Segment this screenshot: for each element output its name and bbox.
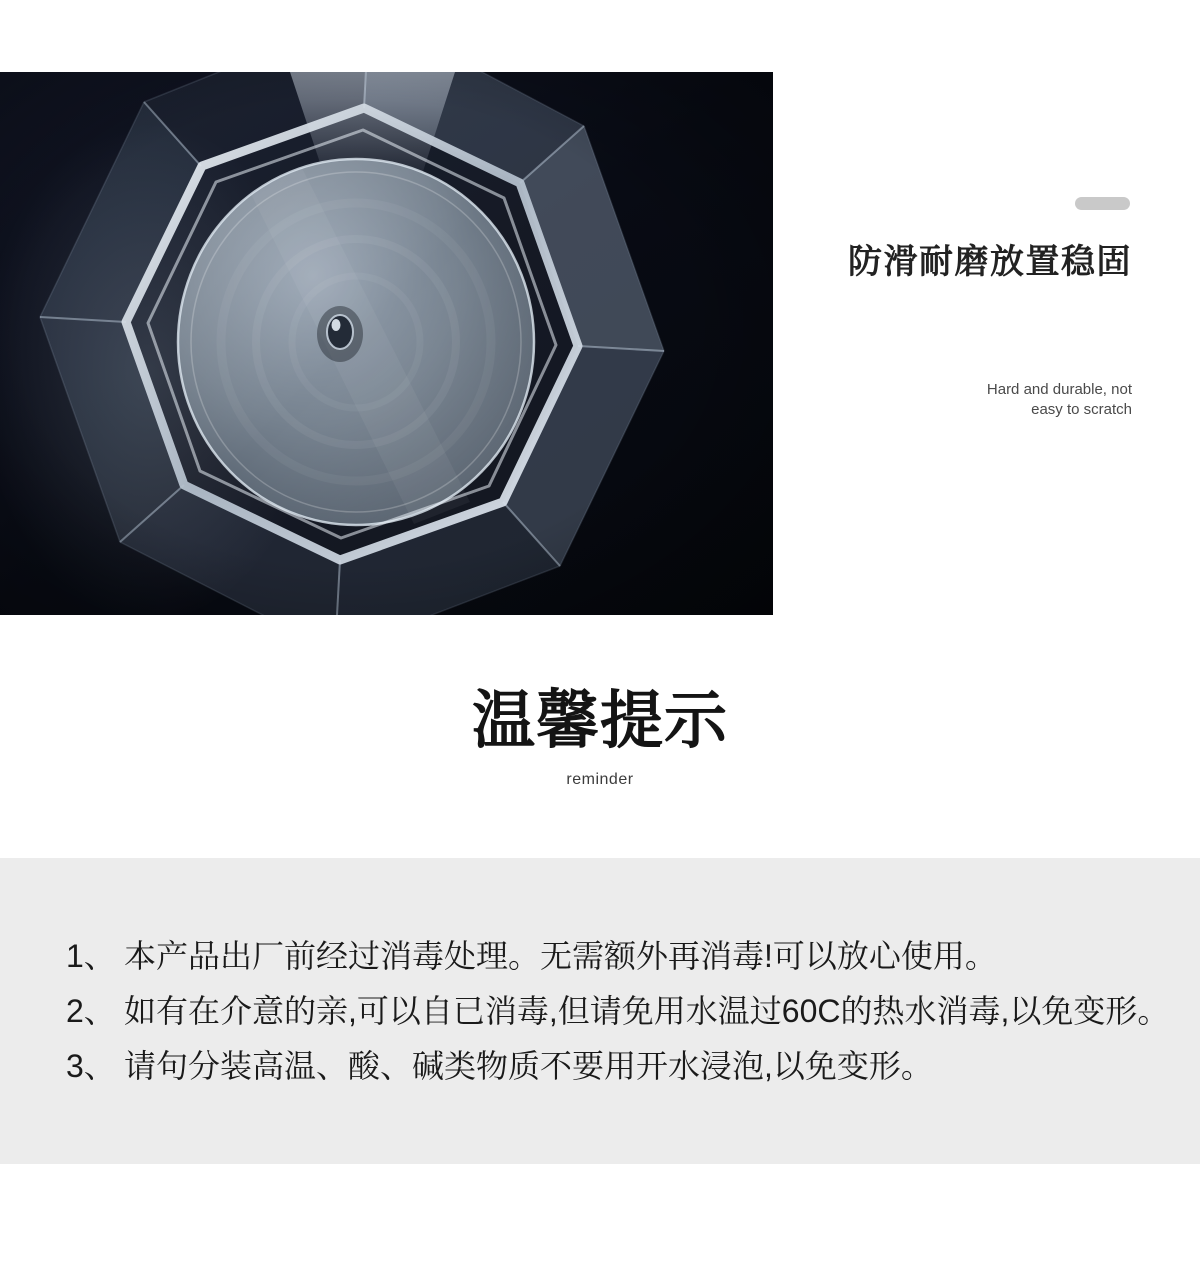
reminder-section (0, 686, 1200, 789)
feature-subtitle-line-2: easy to scratch (1031, 400, 1132, 418)
note-number: 1、 (66, 938, 116, 974)
note-text: 请句分装高温、酸、碱类物质不要用开水浸泡,以免变形。 (124, 1048, 933, 1084)
note-item (66, 984, 1170, 1039)
decorative-dash (1075, 197, 1130, 210)
feature-callout (792, 197, 1132, 420)
note-text: 本产品出厂前经过消毒处理。无需额外再消毒!可以放心使用。 (124, 938, 997, 974)
note-text: 如有在介意的亲,可以自已消毒,但请免用水温过60C的热水消毒,以免变形。 (124, 993, 1170, 1029)
feature-subtitle-line-1: Hard and durable, not (986, 380, 1132, 398)
feature-subtitle (792, 380, 1132, 420)
reminder-subtitle: reminder (566, 771, 634, 788)
vignette (0, 72, 773, 615)
note-number: 3、 (66, 1048, 116, 1084)
notes-panel (0, 858, 1200, 1164)
note-item (66, 929, 1170, 984)
product-photo (0, 72, 773, 615)
feature-title: 防滑耐磨放置稳固 (848, 243, 1132, 281)
reminder-title: 温馨提示 (472, 686, 728, 756)
cup-bottom-photo (0, 72, 773, 615)
note-number: 2、 (66, 993, 116, 1029)
note-item (66, 1039, 1170, 1094)
